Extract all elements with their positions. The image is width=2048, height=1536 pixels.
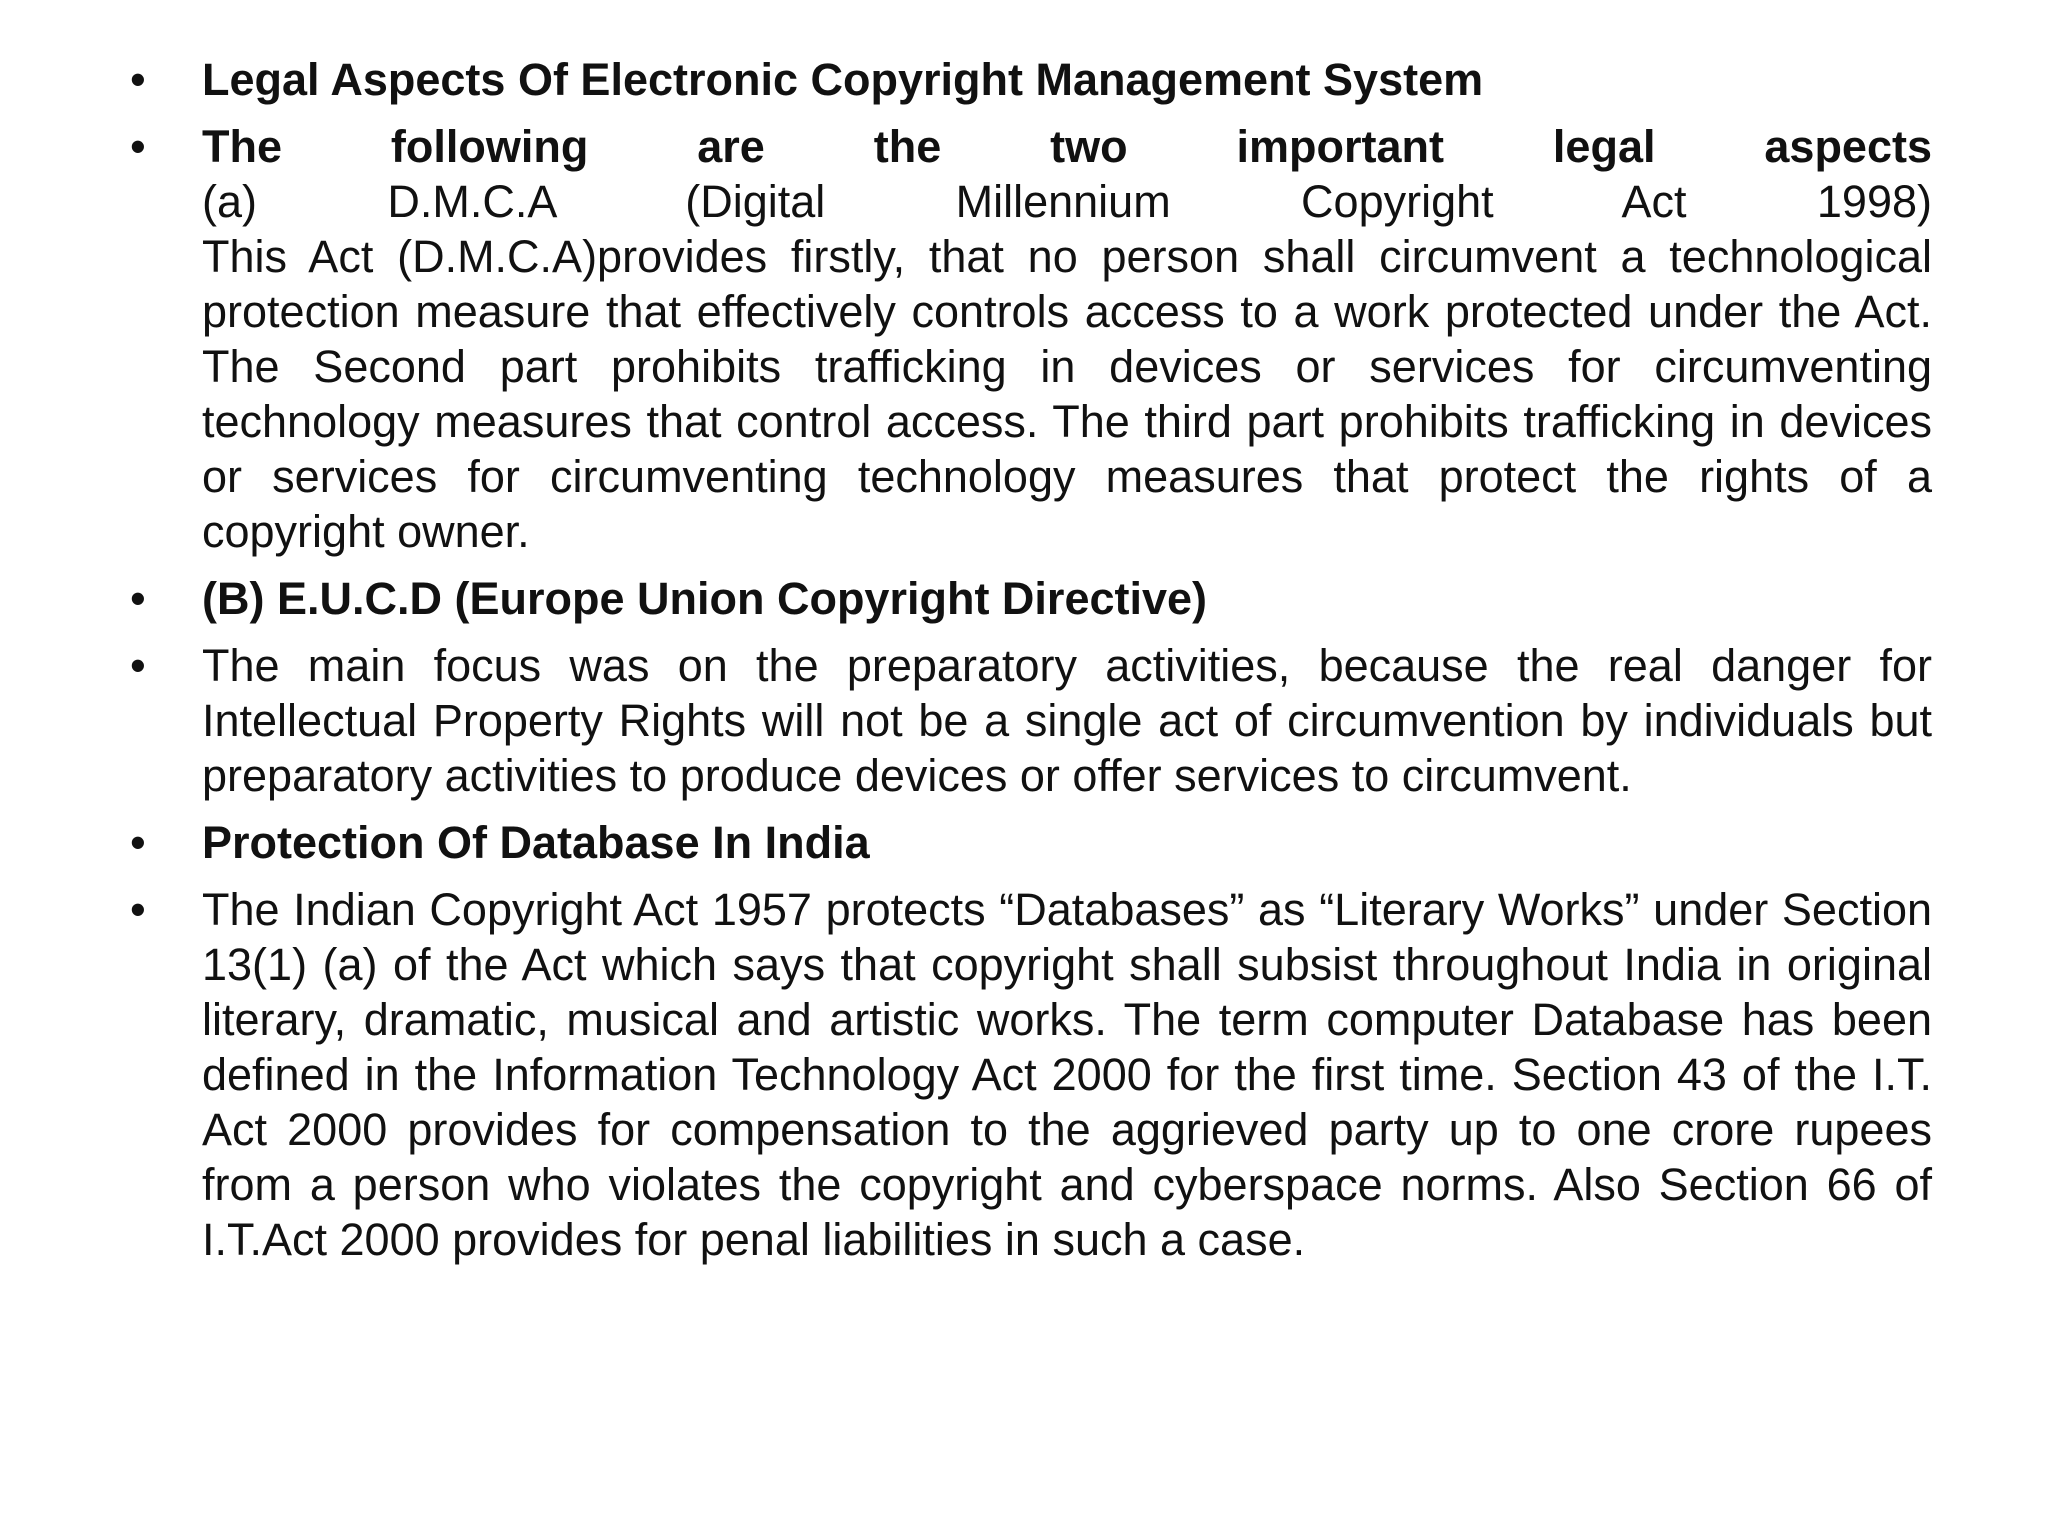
heading-legal-aspects: The following are the two important legal aspects — [202, 121, 1932, 172]
subheading-dmca: (a) D.M.C.A (Digital Millennium Copyright Act 1998) — [202, 176, 1932, 227]
dmca-block — [202, 119, 1932, 559]
bullet-marker: • — [130, 640, 146, 691]
bullet-item — [124, 119, 1932, 559]
heading-ecms: Legal Aspects Of Electronic Copyright Management System — [202, 54, 1484, 105]
heading-eucd: (B) E.U.C.D (Europe Union Copyright Directive) — [202, 573, 1208, 624]
bullet-item — [124, 638, 1932, 803]
bullet-marker: • — [130, 884, 146, 935]
bullet-item — [124, 52, 1932, 107]
bullet-item — [124, 571, 1932, 626]
bullet-item — [124, 882, 1932, 1267]
bullet-marker: • — [130, 121, 146, 172]
paragraph-database-india: The Indian Copyright Act 1957 protects “Databases” as “Literary Works” under Section 13(1) (a) of the Act which says that copyright shall subsist throughout India in original literary, dramatic, musical and artistic works. The term computer Database has been defined in the Information Technology Act 2000 for the first time. Section 43 of the I.T. Act 2000 provides for compensation to the aggrieved party up to one crore rupees from a person who violates the copyright and cyberspace norms. Also Section 66 of I.T.Act 2000 provides for penal liabilities in such a case. — [202, 884, 1932, 1265]
bullet-marker: • — [130, 573, 146, 624]
bullet-item — [124, 815, 1932, 870]
bullet-marker: • — [130, 54, 146, 105]
heading-database-india: Protection Of Database In India — [202, 817, 870, 868]
paragraph-dmca: This Act (D.M.C.A)provides firstly, that no person shall circumvent a technological protection measure that effectively controls access to a work protected under the Act. The Second part prohibits trafficking in devices or services for circumventing technology measures that control access. The third part prohibits trafficking in devices or services for circumventing technology measures that protect the rights of a copyright owner. — [202, 231, 1932, 557]
bullet-marker: • — [130, 817, 146, 868]
slide-content — [124, 52, 1932, 1279]
paragraph-eucd: The main focus was on the preparatory activities, because the real danger for Intellectual Property Rights will not be a single act of circumvention by individuals but preparatory activities to produce devices or offer services to circumvent. — [202, 640, 1932, 801]
